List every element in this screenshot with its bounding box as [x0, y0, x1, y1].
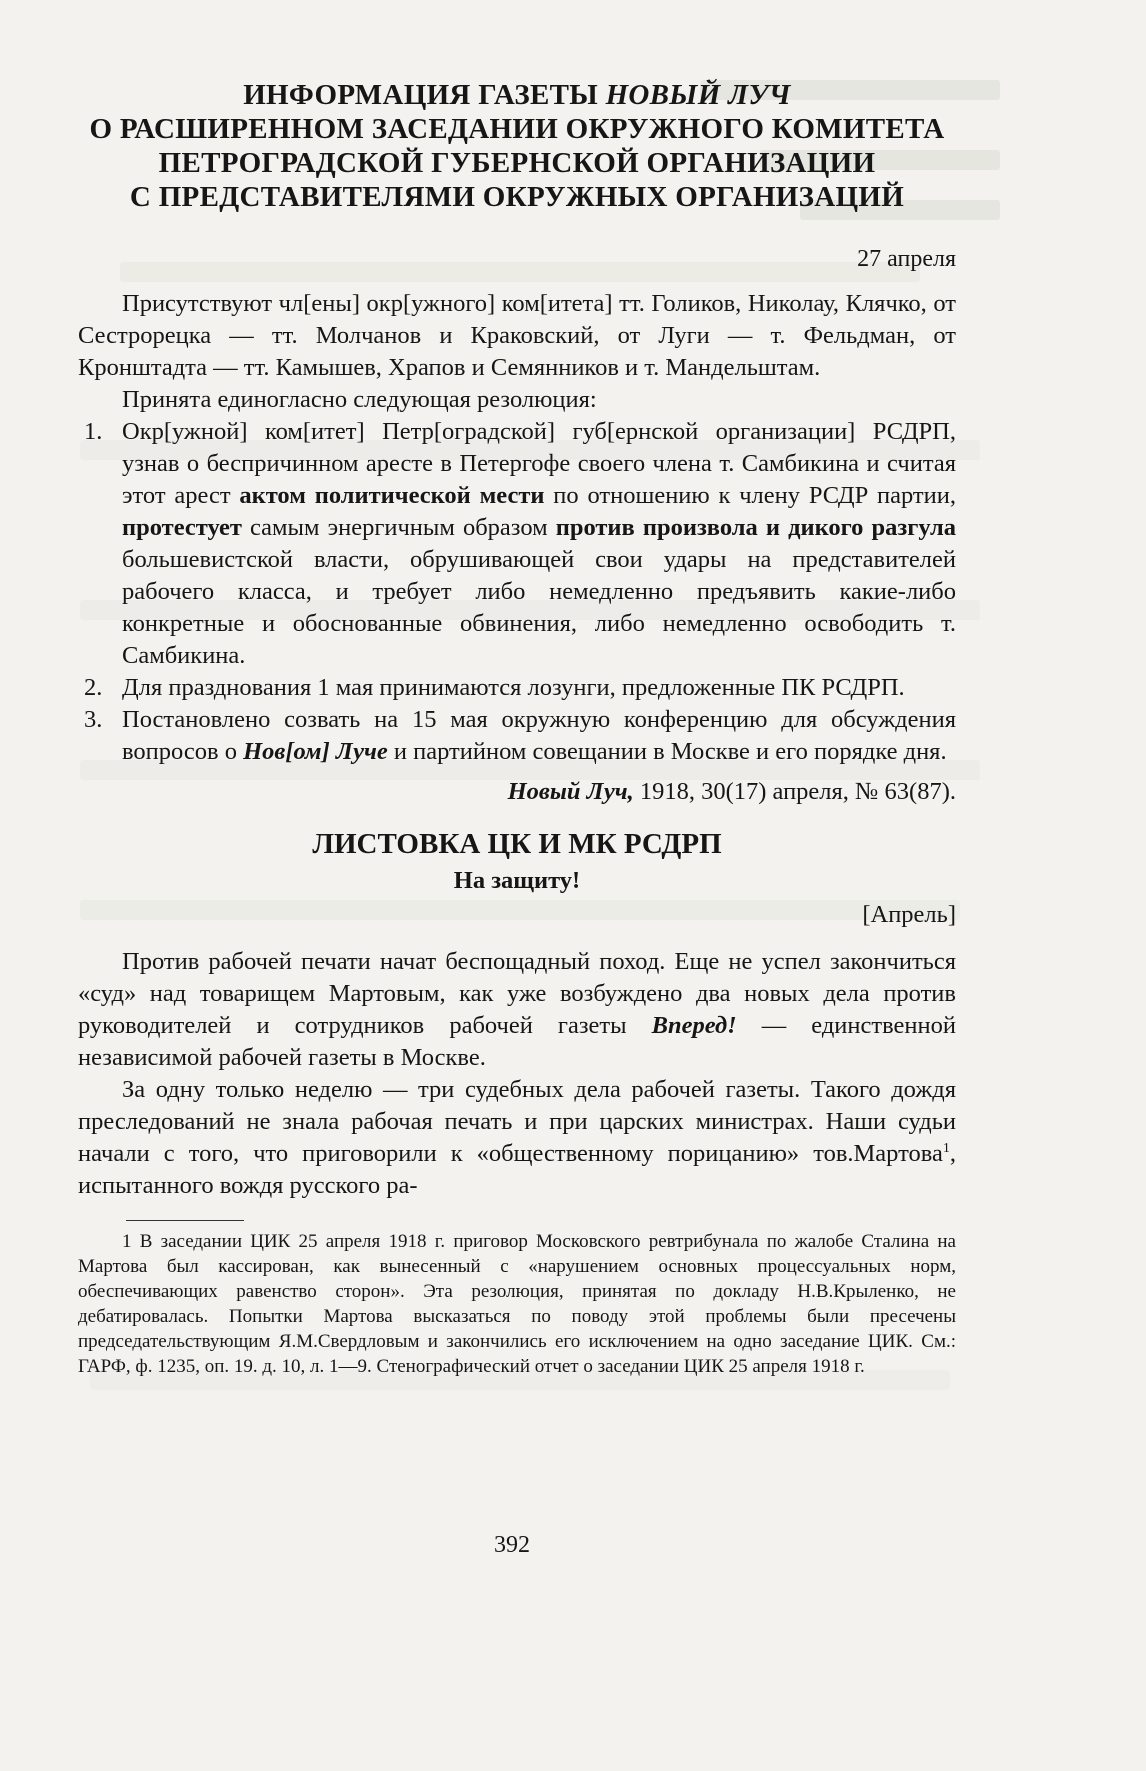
footnote: 1 В заседании ЦИК 25 апреля 1918 г. приговор Московского ревтрибунала по жалобе Сталина на Мартова был кассирован, как вынесенный с «нарушением основных процессуальных норм, обеспечивающих равенство сторон». Эта резолюция, принятая по докладу Н.В.Крыленко, не дебатировалась. Попытки Мартова высказаться по поводу этой проблемы были пресечены председательствующим Я.М.Свердловым и закончились его исключением на одно заседание ЦИК. См.: ГАРФ, ф. 1235, оп. 19. д. 10, л. 1—9. Стенографический отчет о заседании ЦИК 25 апреля 1918 г. [78, 1231, 956, 1377]
article2-subtitle: На защиту! [453, 867, 581, 894]
article2-title: ЛИСТОВКА ЦК И МК РСДРП [312, 828, 722, 860]
resolution-item-1: 1. Окр[ужной] ком[итет] Петр[оградской] губ[ернской организации] РСДРП, узнав о беспричинном аресте в Петергофе своего члена т. Самбикина и считая этот арест актом политической мести по отношению к члену РСДР партии, протестует самым энергичным образом против произвола и дикого разгула большевистской власти, обрушивающей свои удары на представителей рабочего класса, и требует либо немедленно предъявить какие-либо конкретные и обоснованные обвинения, либо немедленно освободить т. Самбикина. [84, 418, 956, 669]
attendees-paragraph: Присутствуют чл[ены] окр[ужного] ком[итета] тт. Голиков, Николау, Клячко, от Сестрорецка — тт. Молчанов и Краковский, от Луги — т. Фельдман, от Кронштадта — тт. Камышев, Храпов и Семянников и т. Мандельштам. [78, 290, 956, 381]
item-number: 2. [84, 674, 103, 701]
document-page [78, 78, 956, 1379]
article1-source: Новый Луч, 1918, 30(17) апреля, № 63(87). [507, 778, 956, 805]
resolution-item-3: 3. Постановлено созвать на 15 мая окружную конференцию для обсуждения вопросов о Нов[ом] Луче и партийном совещании в Москве и его порядке дня. [84, 706, 956, 765]
adopted-paragraph: Принята единогласно следующая резолюция: [122, 386, 597, 413]
footnote-divider [126, 1220, 244, 1221]
article2-paragraph-1: Против рабочей печати начат беспощадный поход. Еще не успел закончиться «суд» над товарищем Мартовым, как уже возбуждено два новых дела против руководителей и сотрудников рабочей газеты Вперед! — единственной независимой рабочей газеты в Москве. [78, 948, 956, 1071]
article1-title [78, 78, 956, 214]
article1-title-line4: С ПРЕДСТАВИТЕЛЯМИ ОКРУЖНЫХ ОРГАНИЗАЦИЙ [129, 181, 905, 213]
article1-title-line1: ИНФОРМАЦИЯ ГАЗЕТЫ НОВЫЙ ЛУЧ [243, 79, 791, 111]
article2-date: [Апрель] [862, 901, 956, 928]
item-number: 3. [84, 706, 103, 733]
footnote-mark: 1 [122, 1231, 132, 1252]
page-number: 392 [494, 1532, 530, 1558]
resolution-item-2: 2. Для празднования 1 мая принимаются лозунги, предложенные ПК РСДРП. [122, 672, 956, 704]
article1-title-line3: ПЕТРОГРАДСКОЙ ГУБЕРНСКОЙ ОРГАНИЗАЦИИ [158, 147, 876, 179]
article2-paragraph-2: За одну только неделю — три судебных дела рабочей газеты. Такого дождя преследований не знала рабочая печать и при царских министрах. Наши судьи начали с того, что приговорили к «общественному порицанию» тов.Мартова$^1$, испытанного вождя русского ра- [78, 1076, 956, 1199]
article1-title-line2: О РАСШИРЕННОМ ЗАСЕДАНИИ ОКРУЖНОГО КОМИТЕТА [89, 113, 945, 145]
article1-date: 27 апреля [857, 246, 956, 272]
newspaper-name: НОВЫЙ ЛУЧ [605, 79, 791, 111]
item-number: 1. [84, 418, 103, 445]
footnote-ref[interactable]: 1 [942, 1140, 950, 1156]
resolution-list [78, 416, 956, 768]
